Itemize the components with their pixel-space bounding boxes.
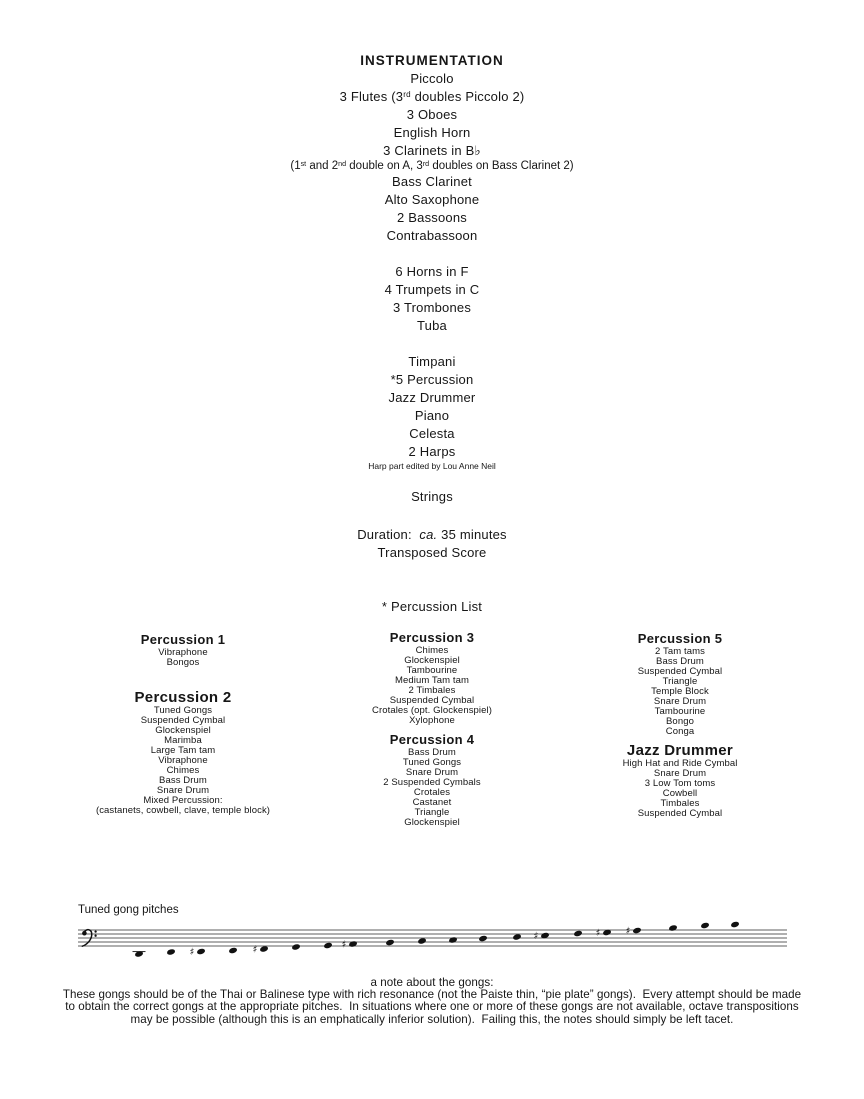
instrument-piccolo: Piccolo <box>410 71 454 86</box>
percussion-section-title: Percussion 4 <box>389 732 475 747</box>
percussion-item: 2 Tam tams <box>655 646 705 657</box>
instrument-alto-saxophone: Alto Saxophone <box>384 192 480 207</box>
percussion-item: Bass Drum <box>656 656 704 667</box>
percussion-item: Bass Drum <box>159 775 207 786</box>
instrument-flutes: 3 Flutes (3rd doubles Piccolo 2) <box>339 89 525 104</box>
percussion-item: Snare Drum <box>405 767 459 778</box>
sharp-icon: ♯ <box>595 928 601 939</box>
percussion-item: Crotales (opt. Glockenspiel) <box>371 705 492 716</box>
percussion-item: Glockenspiel <box>404 817 460 828</box>
gong-note-line: may be possible (although this is an emphatically inferior solution). Failing this, the notes should simply be left tacet. <box>130 1012 734 1026</box>
gong-note-line: to obtain the correct gongs at the appropriate pitches. In situations where one or more of these gongs are not available, octave transpositions <box>65 1000 799 1014</box>
instrument-english-horn: English Horn <box>393 125 471 140</box>
percussion-item: Snare Drum <box>156 785 210 796</box>
spacer <box>0 562 864 598</box>
percussion-section <box>302 630 562 726</box>
spacer <box>0 245 864 263</box>
percussion-item: Conga <box>665 726 695 737</box>
tuned-gong-staff <box>78 920 788 966</box>
percussion-item: Bongos <box>166 657 200 668</box>
percussion-column-3 <box>550 631 810 819</box>
instrument-trombones: 3 Trombones <box>392 300 472 315</box>
spacer <box>0 335 864 353</box>
percussion-section-title: Jazz Drummer <box>626 742 734 759</box>
instrument-contrabassoon: Contrabassoon <box>386 228 478 243</box>
percussion-item: Snare Drum <box>653 696 707 707</box>
percussion-item: Vibraphone <box>158 755 208 766</box>
gong-notehead <box>385 939 394 946</box>
percussion-item: Triangle <box>662 676 698 687</box>
sharp-icon: ♯ <box>533 931 539 942</box>
instrument-strings: Strings <box>411 489 453 504</box>
percussion-item: Xylophone <box>409 715 455 726</box>
percussion-item: High Hat and Ride Cymbal <box>622 758 738 769</box>
page-title: INSTRUMENTATION <box>360 53 504 68</box>
sharp-icon: ♯ <box>625 926 631 937</box>
gong-notehead <box>632 927 641 934</box>
percussion-section-title: Percussion 1 <box>140 632 226 647</box>
percussion-item: Suspended Cymbal <box>389 695 475 706</box>
percussion-item: Tuned Gongs <box>402 757 462 768</box>
instrument-tuba: Tuba <box>417 318 447 333</box>
percussion-section <box>53 632 313 668</box>
gong-notehead <box>166 948 175 955</box>
gong-notehead <box>323 942 332 949</box>
percussion-item: Bass Drum <box>408 747 456 758</box>
percussion-item: Large Tam tam <box>150 745 216 756</box>
percussion-item: 2 Timbales <box>408 685 456 696</box>
percussion-item: (castanets, cowbell, clave, temple block) <box>95 805 271 816</box>
gong-notehead <box>700 922 709 929</box>
percussion-section <box>302 732 562 828</box>
gong-notehead <box>668 924 677 931</box>
percussion-item: Chimes <box>415 645 449 656</box>
instrument-harps: 2 Harps <box>408 444 456 459</box>
percussion-list-heading: * Percussion List <box>381 599 483 614</box>
percussion-item: Tuned Gongs <box>153 705 213 716</box>
gong-notehead <box>196 948 205 955</box>
percussion-item: Temple Block <box>651 686 709 697</box>
instrument-piano: Piano <box>414 408 450 423</box>
percussion-item: Glockenspiel <box>155 725 211 736</box>
percussion-section <box>53 690 313 816</box>
spacer <box>0 472 864 488</box>
percussion-item: Crotales <box>413 787 451 798</box>
percussion-item: Castanet <box>412 797 452 808</box>
percussion-item: Glockenspiel <box>404 655 460 666</box>
instrument-clarinets: 3 Clarinets in B♭ <box>383 143 481 158</box>
instrumentation-list <box>0 52 864 616</box>
instrument-jazz-drummer: Jazz Drummer <box>388 390 476 405</box>
clarinet-doubling-note: (1st and 2nd double on A, 3rd doubles on Bass Clarinet 2) <box>290 159 574 172</box>
sharp-icon: ♯ <box>341 939 347 951</box>
percussion-section-title: Percussion 3 <box>389 630 475 645</box>
gong-notes <box>133 921 740 958</box>
percussion-item: Timbales <box>660 798 700 809</box>
gong-note-title: a note about the gongs: <box>370 976 494 989</box>
sharp-icon: ♯ <box>252 944 258 956</box>
gong-note-line: These gongs should be of the Thai or Balinese type with rich resonance (not the Paiste thin, “pie plate” gongs). Every attempt should be made <box>62 988 802 1002</box>
percussion-section <box>550 743 810 819</box>
percussion-section-title: Percussion 5 <box>637 631 723 646</box>
percussion-item: Chimes <box>166 765 200 776</box>
gong-notehead <box>348 940 357 947</box>
percussion-item: Tambourine <box>654 706 706 717</box>
percussion-item: 3 Low Tom toms <box>644 778 716 789</box>
duration-line: Duration: ca. 35 minutes <box>357 527 507 542</box>
sharp-icon: ♯ <box>189 947 195 958</box>
instrument-bass-clarinet: Bass Clarinet <box>392 174 472 189</box>
gong-notehead <box>573 930 582 937</box>
percussion-item: Tambourine <box>406 665 458 676</box>
instrument-timpani: Timpani <box>408 354 456 369</box>
gong-notehead <box>291 943 300 950</box>
harp-credit-note: Harp part edited by Lou Anne Neil <box>368 461 496 471</box>
percussion-item: Bongo <box>666 716 694 727</box>
percussion-item: Triangle <box>414 807 450 818</box>
percussion-item: Marimba <box>164 735 202 746</box>
instrument-percussion: *5 Percussion <box>390 372 474 387</box>
percussion-column-1 <box>53 632 313 816</box>
percussion-item: Suspended Cymbal <box>637 808 723 819</box>
gong-notehead <box>730 921 739 928</box>
gong-notehead <box>448 936 457 943</box>
percussion-item: Cowbell <box>662 788 698 799</box>
gong-notehead <box>478 935 487 942</box>
percussion-column-2 <box>302 630 562 828</box>
instrument-oboes: 3 Oboes <box>406 107 458 122</box>
percussion-section-title: Percussion 2 <box>134 689 232 706</box>
percussion-item: Vibraphone <box>158 647 208 658</box>
percussion-item: Suspended Cymbal <box>637 666 723 677</box>
percussion-item: Suspended Cymbal <box>140 715 226 726</box>
tuned-gong-pitches-label: Tuned gong pitches <box>78 904 179 916</box>
percussion-item: Snare Drum <box>653 768 707 779</box>
instrument-celesta: Celesta <box>409 426 455 441</box>
gong-notehead <box>228 947 237 954</box>
percussion-item: Mixed Percussion: <box>143 795 223 806</box>
instrument-trumpets: 4 Trumpets in C <box>384 282 480 297</box>
staff-lines <box>78 930 787 946</box>
gong-note-block <box>56 977 808 1026</box>
spacer <box>0 506 864 526</box>
instrument-horns: 6 Horns in F <box>395 264 469 279</box>
percussion-item: 2 Suspended Cymbals <box>383 777 481 788</box>
instrument-bassoons: 2 Bassoons <box>397 210 467 225</box>
percussion-item: Medium Tam tam <box>394 675 470 686</box>
percussion-section <box>550 631 810 737</box>
transposed-score-line: Transposed Score <box>377 545 487 560</box>
